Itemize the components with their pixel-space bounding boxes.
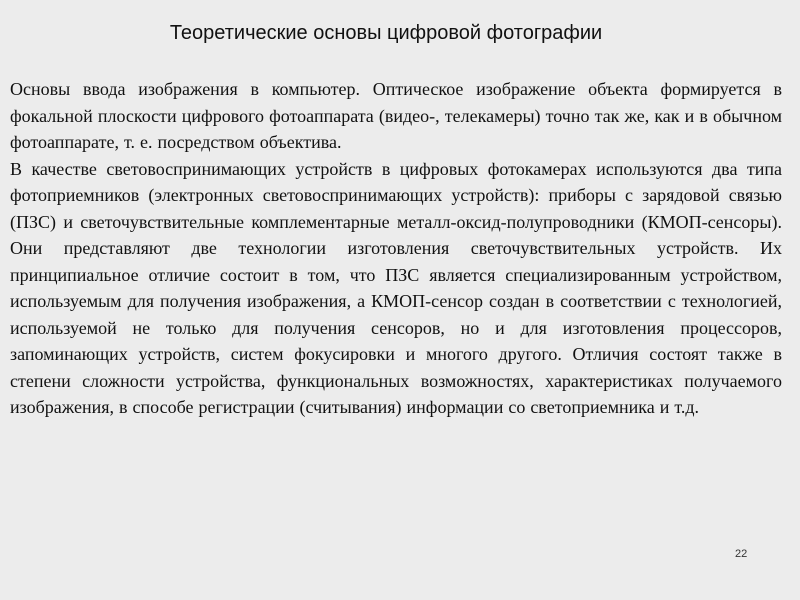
- page-number: 22: [735, 548, 748, 560]
- paragraph-sensors: В качестве световоспринимающих устройств в цифровых фотокамерах используются два типа фотоприемников (электронных световоспринимающих устройств): приборы с зарядовой связью (ПЗС) и светочувствительные комплементарные металл-оксид-полупроводники (КМОП-сенсоры). Они представляют две технологии изготовления светочувствительных устройств. Их принципиальное отличие состоит в том, что ПЗС является специализированным устройством, используемым для получения изображения, а КМОП-сенсор создан в соответствии с технологией, используемой не только для получения сенсоров, но и для изготовления процессоров, запоминающих устройств, систем фокусировки и многого другого. Отличия состоят также в степени сложности устройства, функциональных возможностях, характеристиках получаемого изображения, в способе регистрации (считывания) информации со светоприемника и т.д.: [10, 158, 782, 417]
- slide-title: Теоретические основы цифровой фотографии: [169, 22, 603, 44]
- slide-body: [10, 76, 782, 421]
- paragraph-intro: Основы ввода изображения в компьютер. Оптическое изображение объекта формируется в фокальной плоскости цифрового фотоаппарата (видео-, телекамеры) точно так же, как и в обычном фотоаппарате, т. е. посредством объектива.: [10, 79, 782, 152]
